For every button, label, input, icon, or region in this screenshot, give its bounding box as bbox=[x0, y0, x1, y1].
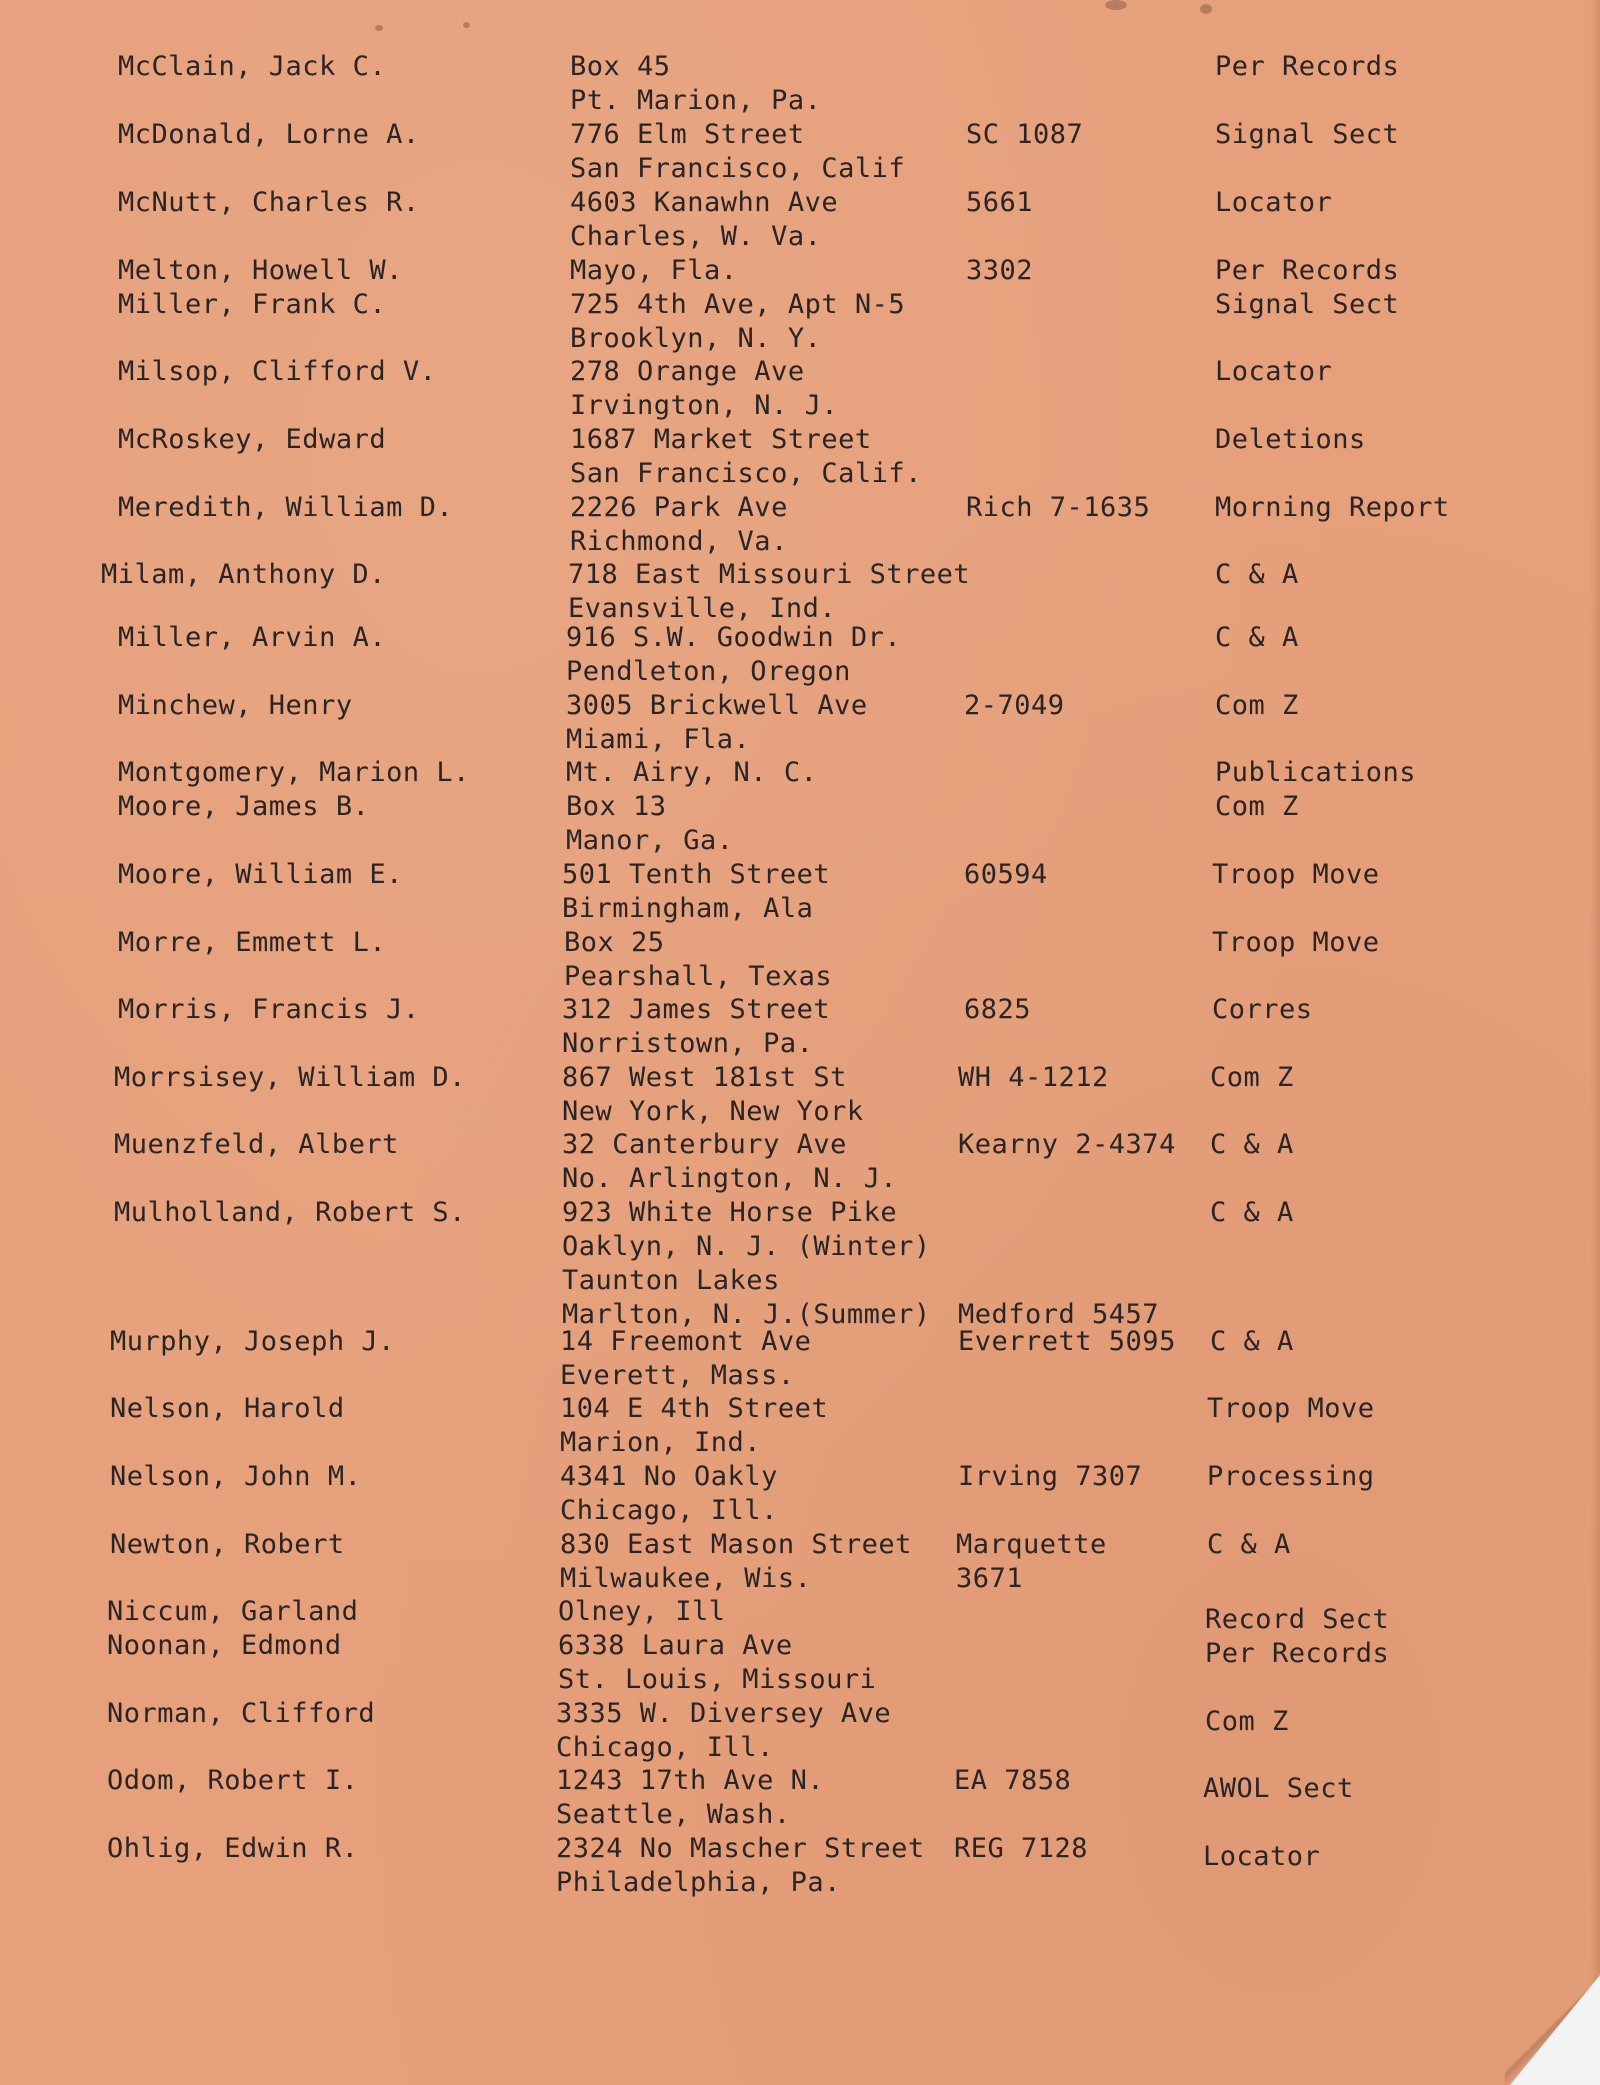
address-line: Box 13 bbox=[566, 791, 667, 822]
address-line: Marion, Ind. bbox=[560, 1427, 762, 1458]
address-line: Richmond, Va. bbox=[570, 526, 788, 557]
entry-address bbox=[558, 1595, 726, 1629]
entry-address bbox=[570, 423, 922, 491]
entry-name: Morris, Francis J. bbox=[118, 994, 420, 1025]
address-line: Olney, Ill bbox=[558, 1596, 726, 1627]
entry-address bbox=[570, 288, 905, 356]
entry-name: Ohlig, Edwin R. bbox=[107, 1833, 359, 1864]
entry-address bbox=[562, 1128, 897, 1196]
address-line: Brooklyn, N. Y. bbox=[570, 323, 822, 354]
entry-department: Processing bbox=[1207, 1461, 1375, 1492]
entry-name: Minchew, Henry bbox=[118, 690, 353, 721]
address-line: Manor, Ga. bbox=[566, 825, 734, 856]
address-line: 312 James Street bbox=[562, 994, 831, 1025]
entry-phone: REG 7128 bbox=[954, 1833, 1089, 1864]
entry-address bbox=[566, 689, 868, 757]
entry-name: McDonald, Lorne A. bbox=[118, 119, 420, 150]
entry-name: Muenzfeld, Albert bbox=[114, 1129, 399, 1160]
address-line: Marlton, N. J.(Summer) bbox=[562, 1299, 931, 1330]
entry-department: C & A bbox=[1210, 1197, 1294, 1228]
address-line: Mayo, Fla. bbox=[570, 255, 738, 286]
entry-address bbox=[568, 558, 970, 626]
entry-department: Locator bbox=[1215, 356, 1333, 387]
address-line: 2324 No Mascher Street bbox=[556, 1833, 925, 1864]
entry-department: Com Z bbox=[1210, 1062, 1294, 1093]
entry-department: Com Z bbox=[1215, 791, 1299, 822]
address-line: 725 4th Ave, Apt N-5 bbox=[570, 289, 906, 320]
address-line: Irvington, N. J. bbox=[570, 390, 839, 421]
entry-address bbox=[562, 1061, 864, 1129]
address-line: No. Arlington, N. J. bbox=[562, 1163, 898, 1194]
entry-phone: 6825 bbox=[964, 994, 1032, 1025]
address-line: Pt. Marion, Pa. bbox=[570, 85, 822, 116]
entry-department: Corres bbox=[1212, 994, 1313, 1025]
address-line: 4341 No Oakly bbox=[560, 1461, 778, 1492]
entry-department: AWOL Sect bbox=[1203, 1773, 1354, 1804]
address-line: 776 Elm Street bbox=[570, 119, 805, 150]
entry-department: Com Z bbox=[1215, 690, 1299, 721]
entry-phone: EA 7858 bbox=[954, 1765, 1072, 1796]
entry-address bbox=[558, 1629, 876, 1697]
entry-name: Milsop, Clifford V. bbox=[118, 356, 437, 387]
entry-phone: 60594 bbox=[964, 859, 1048, 890]
entry-phone: WH 4-1212 bbox=[958, 1062, 1109, 1093]
entry-name: Melton, Howell W. bbox=[118, 255, 403, 286]
address-line: 1687 Market Street bbox=[570, 424, 872, 455]
entry-address bbox=[570, 186, 838, 254]
address-line: 32 Canterbury Ave bbox=[562, 1129, 847, 1160]
entry-address bbox=[566, 790, 734, 858]
entry-name: McRoskey, Edward bbox=[118, 424, 387, 455]
entry-name: Mulholland, Robert S. bbox=[114, 1197, 466, 1228]
entry-phone: 5661 bbox=[966, 187, 1034, 218]
address-line: 278 Orange Ave bbox=[570, 356, 805, 387]
address-line: Evansville, Ind. bbox=[568, 593, 837, 624]
entry-name: Morre, Emmett L. bbox=[118, 927, 387, 958]
address-line: 14 Freemont Ave bbox=[560, 1326, 812, 1357]
address-line: Philadelphia, Pa. bbox=[556, 1867, 841, 1898]
entry-department: C & A bbox=[1210, 1129, 1294, 1160]
entry-department: Publications bbox=[1215, 757, 1417, 788]
entry-name: Moore, James B. bbox=[118, 791, 370, 822]
address-line: 4603 Kanawhn Ave bbox=[570, 187, 839, 218]
address-line: Everett, Mass. bbox=[560, 1360, 795, 1391]
entry-department: Signal Sect bbox=[1215, 289, 1400, 320]
address-line: 3005 Brickwell Ave bbox=[566, 690, 868, 721]
entry-phone: Everrett 5095 bbox=[958, 1326, 1176, 1357]
entry-name: McNutt, Charles R. bbox=[118, 187, 420, 218]
address-line: Seattle, Wash. bbox=[556, 1799, 791, 1830]
entry-name: Murphy, Joseph J. bbox=[110, 1326, 395, 1357]
address-line: 1243 17th Ave N. bbox=[556, 1765, 825, 1796]
entry-department: Troop Move bbox=[1212, 927, 1380, 958]
address-line: 501 Tenth Street bbox=[562, 859, 831, 890]
entry-name: Norman, Clifford bbox=[107, 1698, 376, 1729]
entry-department: C & A bbox=[1210, 1326, 1294, 1357]
address-line: Chicago, Ill. bbox=[560, 1495, 778, 1526]
address-line: Mt. Airy, N. C. bbox=[566, 757, 818, 788]
address-line: 3335 W. Diversey Ave bbox=[556, 1698, 892, 1729]
entry-name: Miller, Frank C. bbox=[118, 289, 387, 320]
entry-department: Per Records bbox=[1215, 51, 1400, 82]
entry-phone: Kearny 2-4374 bbox=[958, 1129, 1176, 1160]
address-line: 830 East Mason Street bbox=[560, 1529, 912, 1560]
entry-address bbox=[560, 1528, 912, 1596]
entry-name: Meredith, William D. bbox=[118, 492, 454, 523]
entry-phone bbox=[956, 1528, 1107, 1596]
entry-phone: Medford 5457 bbox=[958, 1299, 1160, 1330]
entry-address bbox=[556, 1697, 891, 1765]
address-line: Miami, Fla. bbox=[566, 724, 751, 755]
phone-line: 3671 bbox=[956, 1563, 1024, 1594]
address-line: Milwaukee, Wis. bbox=[560, 1563, 812, 1594]
entry-address bbox=[560, 1325, 811, 1393]
entry-name: Odom, Robert I. bbox=[107, 1765, 359, 1796]
page-corner-fold bbox=[1510, 1975, 1600, 2085]
entry-address bbox=[570, 254, 738, 288]
address-line: San Francisco, Calif bbox=[570, 153, 906, 184]
address-line: Box 25 bbox=[564, 927, 665, 958]
entry-department: Com Z bbox=[1205, 1706, 1289, 1737]
address-line: San Francisco, Calif. bbox=[570, 458, 922, 489]
address-line: Pearshall, Texas bbox=[564, 961, 833, 992]
address-line: Charles, W. Va. bbox=[570, 221, 822, 252]
entry-name: Noonan, Edmond bbox=[107, 1630, 342, 1661]
address-line: 2226 Park Ave bbox=[570, 492, 788, 523]
address-line: 104 E 4th Street bbox=[560, 1393, 829, 1424]
entry-name: Nelson, Harold bbox=[110, 1393, 345, 1424]
entry-phone: Rich 7-1635 bbox=[966, 492, 1151, 523]
entry-department: Per Records bbox=[1215, 255, 1400, 286]
entry-department: Record Sect bbox=[1205, 1604, 1390, 1635]
entry-address bbox=[556, 1832, 925, 1900]
entry-department: Per Records bbox=[1205, 1638, 1390, 1669]
entry-department: Locator bbox=[1203, 1841, 1321, 1872]
entry-name: Nelson, John M. bbox=[110, 1461, 362, 1492]
entry-department: Troop Move bbox=[1212, 859, 1380, 890]
entry-name: Miller, Arvin A. bbox=[118, 622, 387, 653]
entry-name: Newton, Robert bbox=[110, 1529, 345, 1560]
entry-phone: 2-7049 bbox=[964, 690, 1065, 721]
address-line: 916 S.W. Goodwin Dr. bbox=[566, 622, 902, 653]
address-line: Pendleton, Oregon bbox=[566, 656, 851, 687]
entry-address bbox=[570, 355, 838, 423]
address-line: Chicago, Ill. bbox=[556, 1732, 774, 1763]
address-line: Oaklyn, N. J. (Winter) bbox=[562, 1231, 931, 1262]
address-line: Norristown, Pa. bbox=[562, 1028, 814, 1059]
entry-address bbox=[566, 621, 901, 689]
entry-name: Montgomery, Marion L. bbox=[118, 757, 470, 788]
entry-name: Milam, Anthony D. bbox=[101, 559, 386, 590]
entry-phone: SC 1087 bbox=[966, 119, 1084, 150]
address-line: 923 White Horse Pike bbox=[562, 1197, 898, 1228]
address-line: 6338 Laura Ave bbox=[558, 1630, 793, 1661]
entry-department: Locator bbox=[1215, 187, 1333, 218]
entry-address bbox=[560, 1460, 778, 1528]
entry-address bbox=[556, 1764, 824, 1832]
entry-address bbox=[562, 858, 830, 926]
entry-phone: Irving 7307 bbox=[958, 1461, 1143, 1492]
entry-name: McClain, Jack C. bbox=[118, 51, 387, 82]
phone-line: Marquette bbox=[956, 1529, 1107, 1560]
entry-department: Morning Report bbox=[1215, 492, 1450, 523]
entry-department: C & A bbox=[1207, 1529, 1291, 1560]
entry-address bbox=[562, 1196, 931, 1332]
address-line: Birmingham, Ala bbox=[562, 893, 814, 924]
entry-name: Morrsisey, William D. bbox=[114, 1062, 466, 1093]
address-line: Taunton Lakes bbox=[562, 1265, 780, 1296]
entry-department: Signal Sect bbox=[1215, 119, 1400, 150]
entry-department: C & A bbox=[1215, 622, 1299, 653]
address-line: New York, New York bbox=[562, 1096, 864, 1127]
entry-address bbox=[570, 50, 821, 118]
entry-address bbox=[570, 118, 905, 186]
entry-name: Niccum, Garland bbox=[107, 1596, 359, 1627]
entry-department: Troop Move bbox=[1207, 1393, 1375, 1424]
entry-name: Moore, William E. bbox=[118, 859, 403, 890]
address-line: Box 45 bbox=[570, 51, 671, 82]
entry-department: Deletions bbox=[1215, 424, 1366, 455]
entry-address bbox=[566, 756, 817, 790]
entry-phone: 3302 bbox=[966, 255, 1034, 286]
entry-address bbox=[560, 1392, 828, 1460]
entry-address bbox=[570, 491, 788, 559]
entry-address bbox=[562, 993, 830, 1061]
entry-address bbox=[564, 926, 832, 994]
address-line: St. Louis, Missouri bbox=[558, 1664, 877, 1695]
entry-department: C & A bbox=[1215, 559, 1299, 590]
address-line: 867 West 181st St bbox=[562, 1062, 847, 1093]
address-line: 718 East Missouri Street bbox=[568, 559, 971, 590]
